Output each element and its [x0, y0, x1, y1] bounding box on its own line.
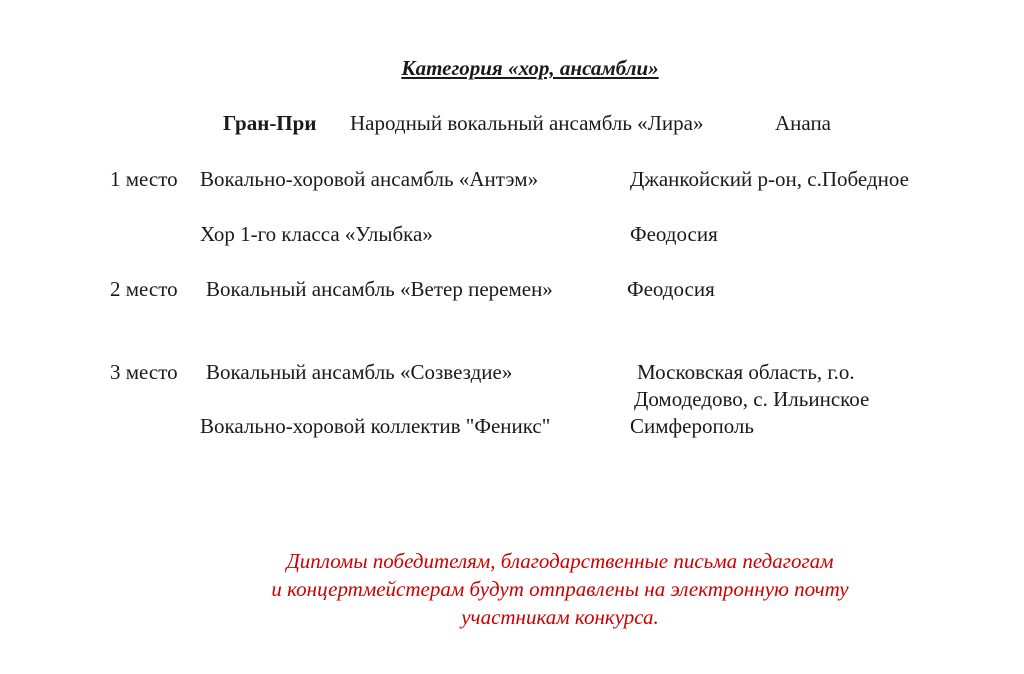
place-3-entry-1-location-line2: Домодедово, с. Ильинское [634, 387, 870, 411]
grand-prix-label: Гран-При [223, 111, 317, 135]
place-2-entry-1-location: Феодосия [627, 277, 715, 301]
grand-prix-ensemble: Народный вокальный ансамбль «Лира» [350, 111, 704, 135]
place-2-label: 2 место [110, 277, 178, 301]
note-line-3: участникам конкурса. [461, 605, 659, 629]
place-1-entry-1-name: Вокально-хоровой ансамбль «Антэм» [200, 167, 539, 191]
place-3-entry-2-location: Симферополь [630, 414, 754, 438]
place-1-entry-2-name: Хор 1-го класса «Улыбка» [200, 222, 433, 246]
category-title: Категория «хор, ансамбли» [401, 56, 659, 80]
place-3-label: 3 место [110, 360, 178, 384]
place-2-entry-1-name: Вокальный ансамбль «Ветер перемен» [206, 277, 553, 301]
place-3-entry-1-name: Вокальный ансамбль «Созвездие» [206, 360, 513, 384]
place-3-entry-1-location-line1: Московская область, г.о. [637, 360, 855, 384]
note-line-1: Дипломы победителям, благодарственные письма педагогам [286, 549, 834, 573]
note-line-2: и концертмейстерам будут отправлены на электронную почту [271, 577, 849, 601]
place-3-entry-2-name: Вокально-хоровой коллектив "Феникс" [200, 414, 551, 438]
place-1-entry-2-location: Феодосия [630, 222, 718, 246]
place-1-label: 1 место [110, 167, 178, 191]
grand-prix-city: Анапа [775, 111, 832, 135]
place-1-entry-1-location: Джанкойский р-он, с.Победное [630, 167, 909, 191]
